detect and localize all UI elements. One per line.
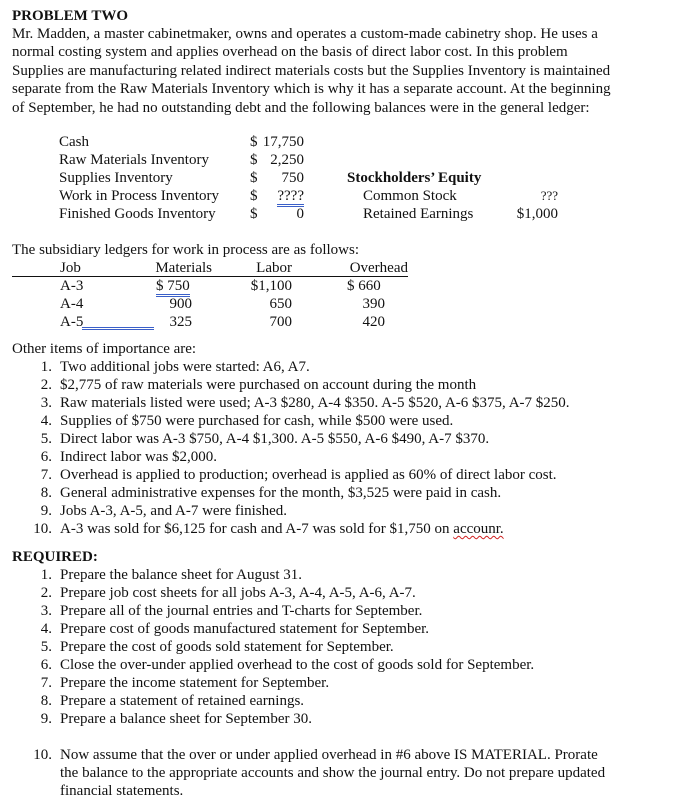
cell-overhead: 390 [362,296,385,312]
list-item [60,520,504,538]
other-items-heading: Other items of importance are: [12,341,197,357]
list-item: Raw materials listed were used; A-3 $280, A-4 $350. A-5 $520, A-6 $375, A-7 $250. [60,395,570,411]
list-number: 8. [40,485,52,501]
list-item: Prepare the cost of goods sold statement for September. [60,639,394,655]
intro-line: Mr. Madden, a master cabinetmaker, owns and operates a custom-made cabinetry shop. He uses a [12,26,598,42]
header-materials: Materials [155,260,212,276]
list-item: General administrative expenses for the month, $3,525 were paid in cash. [60,485,502,501]
list-item: Supplies of $750 were purchased for cash, while $500 were used. [60,413,454,429]
equity-heading: Stockholders’ Equity [347,170,482,186]
balance-dollar: $ [250,134,258,150]
cell-materials: 900 [169,296,192,312]
list-item: $2,775 of raw materials were purchased on account during the month [60,377,477,393]
cell-job: A-5 [60,314,84,330]
list-item: Prepare a statement of retained earnings. [60,693,305,709]
balance-label-finished-goods: Finished Goods Inventory [59,206,216,222]
balance-label-wip: Work in Process Inventory [59,188,220,204]
list-item: Prepare the balance sheet for August 31. [60,567,302,583]
balance-label-raw-materials: Raw Materials Inventory [59,152,209,168]
list-number: 5. [40,639,52,655]
list-item-continuation: financial statements. [60,783,184,799]
balance-dollar: $ [250,206,258,222]
cell-job: A-4 [60,296,84,312]
list-number: 8. [40,693,52,709]
list-item-continuation: the balance to the appropriate accounts and show the journal entry. Do not prepare updated [60,765,606,781]
balance-value-supplies: 750 [281,170,304,186]
intro-line: normal costing system and applies overhead on the basis of direct labor cost. In this problem [12,44,568,61]
wip-unknown-value: ???? [277,188,304,207]
cell-job: A-3 [60,278,84,294]
list-number: 1. [40,359,52,375]
intro-line: separate from the Raw Materials Inventory which is why it has a separate account. At the beginning [12,81,611,98]
list-number: 5. [40,431,52,447]
list-number: 6. [40,449,52,465]
list-number: 10. [33,747,52,763]
header-labor: Labor [256,260,292,276]
balance-label-cash: Cash [59,134,89,150]
balance-value-wip [267,187,304,205]
blue-underline [82,327,154,330]
cell-materials [156,277,212,295]
equity-value-common-stock: ??? [540,188,558,203]
header-overhead: Overhead [349,260,408,276]
cell-overhead: $ 660 [347,278,381,294]
list-number: 7. [40,675,52,691]
list-number: 4. [40,621,52,637]
list-number: 2. [40,377,52,393]
list-item: Jobs A-3, A-5, and A-7 were finished. [60,503,288,519]
cell-labor: 700 [269,314,292,330]
cell-materials: 325 [169,314,192,330]
intro-line: of September, he had no outstanding debt and the following balances were in the general ledger: [12,99,590,116]
balance-dollar: $ [250,170,258,186]
misspelled-word: accounr. [453,521,504,537]
list-item: Prepare cost of goods manufactured statement for September. [60,621,430,637]
list-item: Prepare job cost sheets for all jobs A-3, A-4, A-5, A-6, A-7. [60,585,416,601]
balance-value-finished-goods: 0 [296,206,304,222]
balance-dollar: $ [250,152,258,168]
cell-labor: 650 [269,296,292,312]
list-item: Direct labor was A-3 $750, A-4 $1,300. A-5 $550, A-6 $490, A-7 $370. [60,431,490,447]
header-job: Job [60,260,81,276]
list-number: 3. [40,395,52,411]
equity-label-retained-earnings: Retained Earnings [363,206,474,222]
list-item: Now assume that the over or under applied overhead in #6 above IS MATERIAL. Prorate [60,747,598,763]
list-item: Indirect labor was $2,000. [60,449,218,465]
list-item-text: A-3 was sold for $6,125 for cash and A-7 was sold for $1,750 on [60,521,454,537]
equity-value-retained-earnings: $1,000 [516,206,558,222]
balance-value-cash: 17,750 [262,134,304,150]
list-item: Prepare a balance sheet for September 30. [60,711,312,727]
required-heading: REQUIRED: [12,549,98,565]
intro-line: Supplies are manufacturing related indirect materials costs but the Supplies Inventory is maintained [12,62,611,79]
balance-value-raw-materials: 2,250 [270,152,304,168]
list-number: 7. [40,467,52,483]
cell-labor: $1,100 [250,278,292,294]
equity-label-common-stock: Common Stock [363,188,457,204]
list-number: 4. [40,413,52,429]
list-number: 10. [33,521,52,537]
list-number: 9. [40,503,52,519]
problem-title: PROBLEM TWO [12,8,128,24]
list-item: Prepare all of the journal entries and T-charts for September. [60,603,423,619]
list-item: Close the over-under applied overhead to the cost of goods sold for September. [60,657,535,673]
list-item: Prepare the income statement for September. [60,675,330,691]
problem-intro [12,25,672,117]
list-number: 1. [40,567,52,583]
subsidiary-intro: The subsidiary ledgers for work in process are as follows: [12,242,359,258]
materials-a3-value: $ 750 [156,278,190,297]
cell-overhead: 420 [362,314,385,330]
list-number: 6. [40,657,52,673]
list-item: Overhead is applied to production; overhead is applied as 60% of direct labor cost. [60,467,557,483]
list-number: 9. [40,711,52,727]
list-number: 2. [40,585,52,601]
list-item: Two additional jobs were started: A6, A7. [60,359,310,375]
list-number: 3. [40,603,52,619]
balance-label-supplies: Supplies Inventory [59,170,173,186]
balance-dollar: $ [250,188,258,204]
